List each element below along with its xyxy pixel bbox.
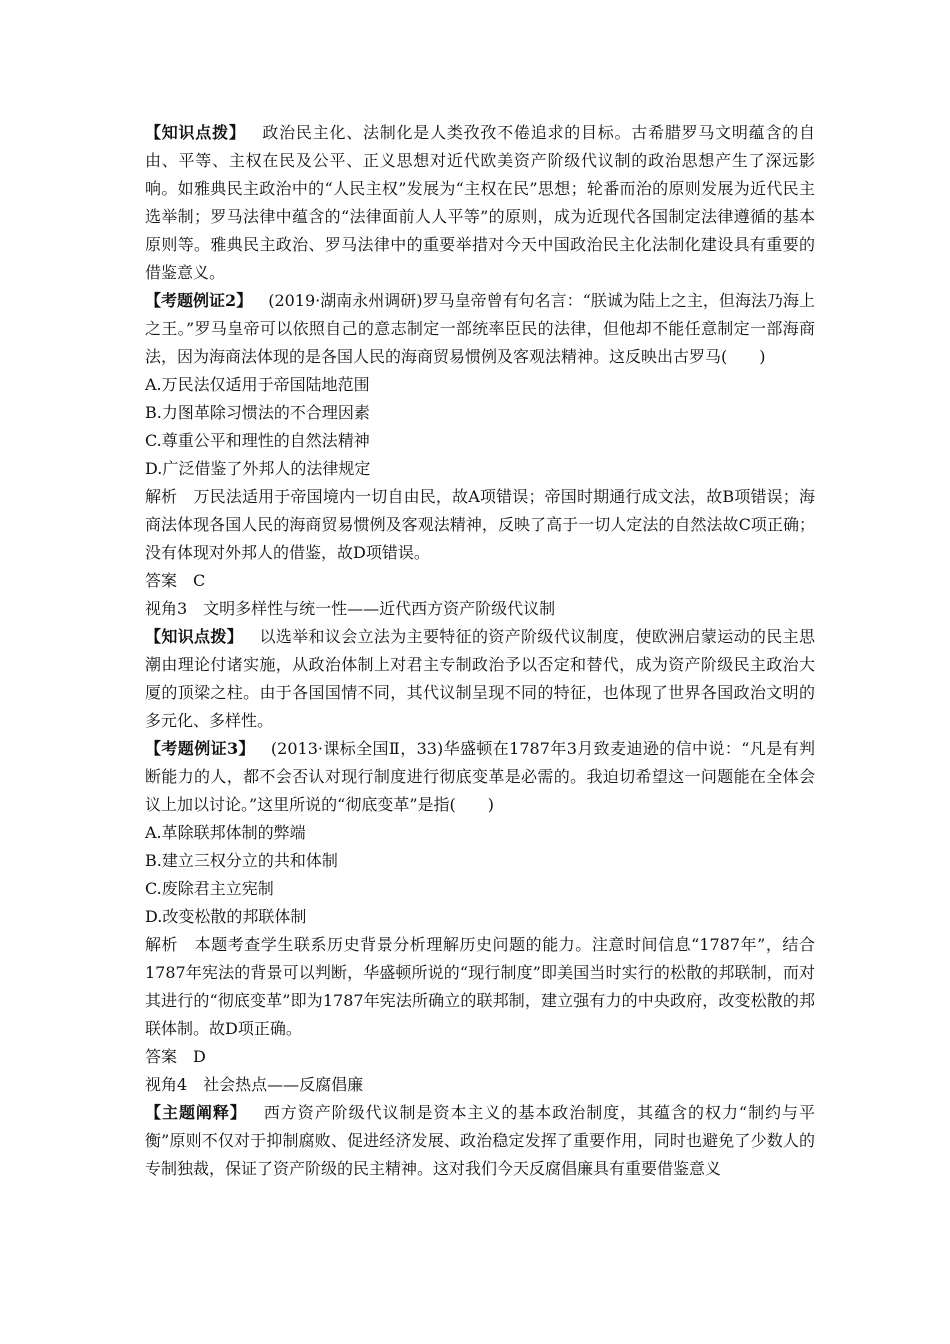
analysis-label: 解析 [145,487,178,506]
section-label: 【知识点拨】 [145,627,244,646]
option-d: D.改变松散的邦联体制 [145,907,307,926]
analysis-text: 本题考查学生联系历史背景分析理解历史问题的能力。注意时间信息“1787年”，结合1787年宪法的背景可以判断，华盛顿所说的“现行制度”即美国当时实行的松散的邦联制，而对其进行的“彻底变革”即为1787年宪法所确立的联邦制，建立强有力的中央政府，改变松散的邦联体制。故D项正确。 [145,935,815,1038]
view-heading-3: 视角3 文明多样性与统一性——近代西方资产阶级代议制 [145,599,556,618]
section-label: 【考题例证2】 [145,291,253,310]
analysis-text: 万民法适用于帝国境内一切自由民，故A项错误；帝国时期通行成文法，故B项错误；海商法体现各国人民的海商贸易惯例及客观法精神，反映了高于一切人定法的自然法故C项正确；没有体现对外邦人的借鉴，故D项错误。 [145,487,815,562]
paragraph-text: 以选举和议会立法为主要特征的资产阶级代议制度，使欧洲启蒙运动的民主思潮由理论付诸实施，从政治体制上对君主专制政治予以否定和替代，成为资产阶级民主政治大厦的顶梁之柱。由于各国国情不同，其代议制呈现不同的特征，也体现了世界各国政治文明的多元化、多样性。 [145,627,815,730]
answer-value: D [193,1047,206,1066]
answer-2 [145,567,815,595]
document-page [145,119,815,1183]
option-a: A.万民法仅适用于帝国陆地范围 [145,375,370,394]
section-label: 【知识点拨】 [145,123,246,142]
question-text: (2019·湖南永州调研)罗马皇帝曾有句名言：“朕诚为陆上之主，但海法乃海上之王。”罗马皇帝可以依照自己的意志制定一部统率臣民的法律，但他却不能任意制定一部海商法，因为海商法体现的是各国人民的海商贸易惯例及客观法精神。这反映出古罗马( ) [145,291,815,366]
question-text: (2013·课标全国Ⅱ，33)华盛顿在1787年3月致麦迪逊的信中说：“凡是有判断能力的人，都不会否认对现行制度进行彻底变革是必需的。我迫切希望这一问题能在全体会议上加以讨论。”这里所说的“彻底变革”是指( ) [145,739,815,814]
option-c: C.尊重公平和理性的自然法精神 [145,431,370,450]
answer-3 [145,1043,815,1071]
analysis-3 [145,931,815,1043]
answer-label: 答案 [145,571,178,590]
answer-label: 答案 [145,1047,178,1066]
paragraph-text: 政治民主化、法制化是人类孜孜不倦追求的目标。古希腊罗马文明蕴含的自由、平等、主权在民及公平、正义思想对近代欧美资产阶级代议制的政治思想产生了深远影响。如雅典民主政治中的“人民主权”发展为“主权在民”思想；轮番而治的原则发展为近代民主选举制；罗马法律中蕴含的“法律面前人人平等”的原则，成为近现代各国制定法律遵循的基本原则等。雅典民主政治、罗马法律中的重要举措对今天中国政治民主化法制化建设具有重要的借鉴意义。 [145,123,815,282]
option-a: A.革除联邦体制的弊端 [145,823,306,842]
exam-example-2 [145,287,815,371]
paragraph-text: 西方资产阶级代议制是资本主义的基本政治制度，其蕴含的权力“制约与平衡”原则不仅对于抑制腐败、促进经济发展、政治稳定发挥了重要作用，同时也避免了少数人的专制独裁，保证了资产阶级的民主精神。这对我们今天反腐倡廉具有重要借鉴意义 [145,1103,815,1178]
section-label: 【主题阐释】 [145,1103,247,1122]
view-heading-4: 视角4 社会热点——反腐倡廉 [145,1075,364,1094]
option-c: C.废除君主立宪制 [145,879,274,898]
option-d: D.广泛借鉴了外邦人的法律规定 [145,459,371,478]
analysis-label: 解析 [145,935,179,954]
theme-explanation [145,1099,815,1183]
section-label: 【考题例证3】 [145,739,255,758]
option-b: B.建立三权分立的共和体制 [145,851,338,870]
answer-value: C [193,571,206,590]
knowledge-tip-1 [145,119,815,287]
exam-example-3 [145,735,815,819]
analysis-2 [145,483,815,567]
option-b: B.力图革除习惯法的不合理因素 [145,403,370,422]
knowledge-tip-3 [145,623,815,735]
